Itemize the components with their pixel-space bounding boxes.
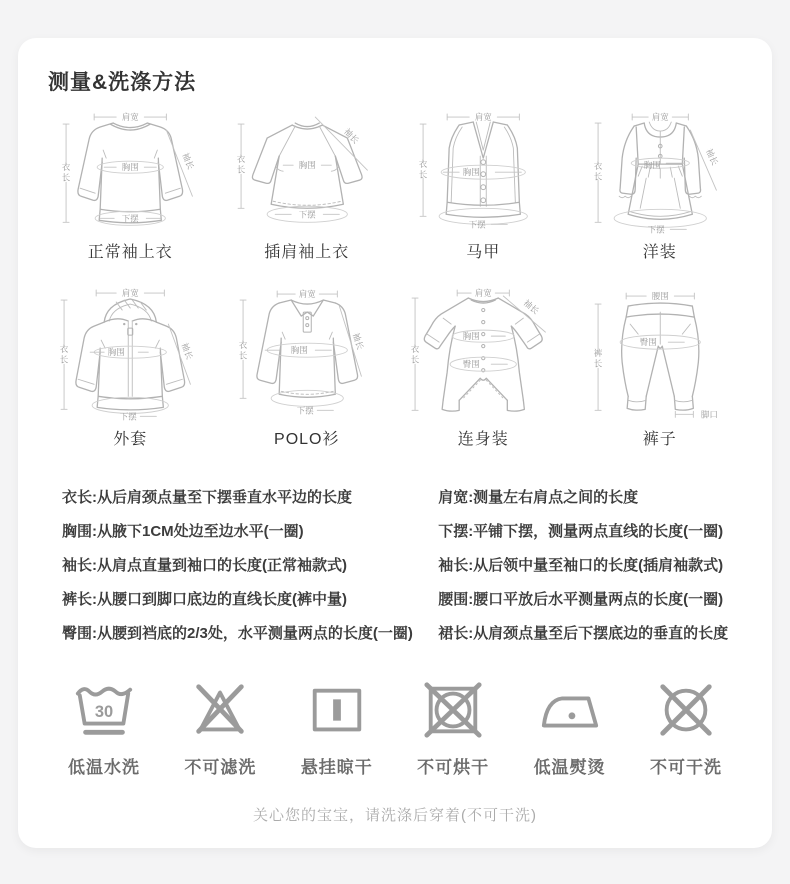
garment-caption: 马甲 <box>466 244 501 262</box>
polo-shirt-drawing <box>219 288 396 422</box>
hang-dry-icon <box>306 679 368 741</box>
footer-note: 关心您的宝宝，请洗涤后穿着(不可干洗) <box>253 806 537 824</box>
dim-label-hem: 下摆 <box>121 213 139 224</box>
wash-icon-label: 低温水洗 <box>68 757 140 777</box>
dim-label-chest: 胸围 <box>107 347 125 358</box>
dress-drawing <box>572 110 749 236</box>
dimension-marks <box>592 114 716 229</box>
garment-caption: 裤子 <box>642 430 677 448</box>
no-dry-clean-icon <box>655 679 717 741</box>
wash-icon-label: 低温熨烫 <box>533 757 606 777</box>
measurement-notes <box>18 481 772 651</box>
garment-cell-vest <box>395 110 572 262</box>
wash-icon-label: 不可滤洗 <box>184 757 257 777</box>
measure-note: 臀围:从腰到裆底的2/3处，水平测量两点的长度(一圈) <box>62 624 413 642</box>
dim-label-shoulder: 肩宽 <box>651 112 669 123</box>
dim-label-length: 衣长 <box>237 340 248 363</box>
dim-label-hem: 下摆 <box>119 411 137 422</box>
garment-caption: POLO衫 <box>274 430 340 448</box>
jacket-drawing <box>42 288 219 422</box>
notes-right-column <box>438 481 746 651</box>
dim-label-length: 衣长 <box>410 345 421 367</box>
dim-label-waist: 腰围 <box>651 291 669 302</box>
measure-note: 衣长:从后肩颈点量至下摆垂直水平边的长度 <box>62 488 352 506</box>
measure-note: 下摆:平铺下摆，测量两点直线的长度(一圈) <box>438 522 724 540</box>
dimension-marks <box>592 293 700 417</box>
content-card <box>18 38 772 848</box>
no-bleach-icon <box>189 679 251 741</box>
dim-label-chest: 胸围 <box>121 162 139 173</box>
wash-icon-label: 悬挂晾干 <box>300 757 373 777</box>
dim-label-hem: 下摆 <box>296 405 314 416</box>
wash-item-hang-dry <box>301 679 373 778</box>
vest-drawing <box>395 110 572 236</box>
normal-sleeve-top-drawing <box>42 110 219 236</box>
dim-label-shoulder: 肩宽 <box>474 112 492 123</box>
dim-label-hem: 下摆 <box>647 224 665 235</box>
dim-label-sleeve: 袖长 <box>521 297 542 317</box>
garment-cell-polo-shirt <box>219 288 396 448</box>
dim-label-length: 衣长 <box>59 345 70 367</box>
dim-label-length: 衣长 <box>418 159 429 181</box>
dim-label-shoulder: 肩宽 <box>298 289 316 300</box>
garment-cell-normal-sleeve-top <box>42 110 219 262</box>
dim-label-shoulder: 肩宽 <box>474 288 492 299</box>
garment-cell-dress <box>572 110 749 262</box>
wash-icons-row <box>18 679 772 778</box>
dim-label-sleeve: 袖长 <box>179 341 195 362</box>
garment-caption: 正常袖上衣 <box>87 244 173 262</box>
dim-label-chest: 胸围 <box>290 345 308 356</box>
dim-label-hem: 下摆 <box>298 209 316 220</box>
dim-label-hip: 臀围 <box>462 359 480 370</box>
garment-outline <box>76 299 185 410</box>
wash-temp-value: 30 <box>94 702 114 721</box>
measure-note: 肩宽:测量左右肩点之间的长度 <box>438 488 639 506</box>
dim-label-shoulder: 肩宽 <box>121 288 139 299</box>
iron-low-temp-icon <box>539 679 601 741</box>
wash-item-no-bleach <box>184 679 256 778</box>
onesie-drawing <box>395 288 572 422</box>
measure-note: 袖长:从肩点直量到袖口的长度(正常袖款式) <box>62 556 347 574</box>
wash-item-no-tumble-dry <box>417 679 489 778</box>
dim-label-length: 衣长 <box>61 162 72 184</box>
dim-label-hip: 臀围 <box>639 337 657 348</box>
wash-icon-label: 不可干洗 <box>649 757 722 777</box>
garment-outline <box>424 298 542 411</box>
garment-cell-raglan-sleeve-top <box>219 110 396 262</box>
dim-label-hem: 下摆 <box>468 219 486 230</box>
dim-label-sleeve: 袖长 <box>350 331 366 352</box>
dimension-marks <box>61 290 190 416</box>
raglan-sleeve-top-drawing <box>219 110 396 236</box>
dim-label-shoulder: 肩宽 <box>121 112 139 123</box>
dim-label-chest: 胸围 <box>462 167 480 178</box>
dim-label-chest: 胸围 <box>462 331 480 342</box>
measure-note: 腰围:腰口平放后水平测量两点的长度(一圈) <box>438 590 724 608</box>
garment-grid <box>18 110 772 449</box>
garment-caption: 洋装 <box>642 244 677 262</box>
measure-note: 裤长:从腰口到脚口底边的直线长度(裤中量) <box>62 590 347 608</box>
wash-item-no-dry-clean <box>650 679 722 778</box>
notes-left-column <box>62 481 438 651</box>
garment-caption: 连身装 <box>457 430 509 448</box>
garment-outline <box>621 303 698 410</box>
garment-caption: 外套 <box>113 430 148 448</box>
dim-label-length: 裤长 <box>592 349 603 371</box>
garment-outline <box>619 122 701 219</box>
wash-low-temp-icon <box>73 679 135 741</box>
dim-label-sleeve: 袖长 <box>180 151 197 171</box>
dim-label-length: 衣长 <box>592 161 603 183</box>
dim-label-chest: 胸围 <box>298 160 316 171</box>
garment-cell-jacket <box>42 288 219 448</box>
dim-label-sleeve: 袖长 <box>703 147 720 167</box>
pants-drawing <box>572 288 749 422</box>
page-title: 测量&洗涤方法 <box>48 71 197 94</box>
measure-note: 裙长:从肩颈点量至后下摆底边的垂直的长度 <box>438 624 729 642</box>
dim-label-sleeve: 袖长 <box>341 126 361 146</box>
garment-cell-onesie <box>395 288 572 448</box>
dim-label-length: 衣长 <box>235 154 246 176</box>
garment-cell-pants <box>572 288 749 448</box>
no-tumble-dry-icon <box>422 679 484 741</box>
dim-label-cuff: 脚口 <box>700 409 718 420</box>
wash-icon-label: 不可烘干 <box>417 757 490 777</box>
measure-note: 袖长:从后领中量至袖口的长度(插肩袖款式) <box>438 556 724 574</box>
dim-label-chest: 胸围 <box>643 160 661 171</box>
garment-caption: 插肩袖上衣 <box>264 244 350 262</box>
wash-item-iron-low-temp <box>534 679 606 778</box>
wash-item-low-temp-wash <box>68 679 140 778</box>
garment-outline <box>446 122 520 217</box>
measure-note: 胸围:从腋下1CM处边至边水平(一圈) <box>62 522 304 540</box>
